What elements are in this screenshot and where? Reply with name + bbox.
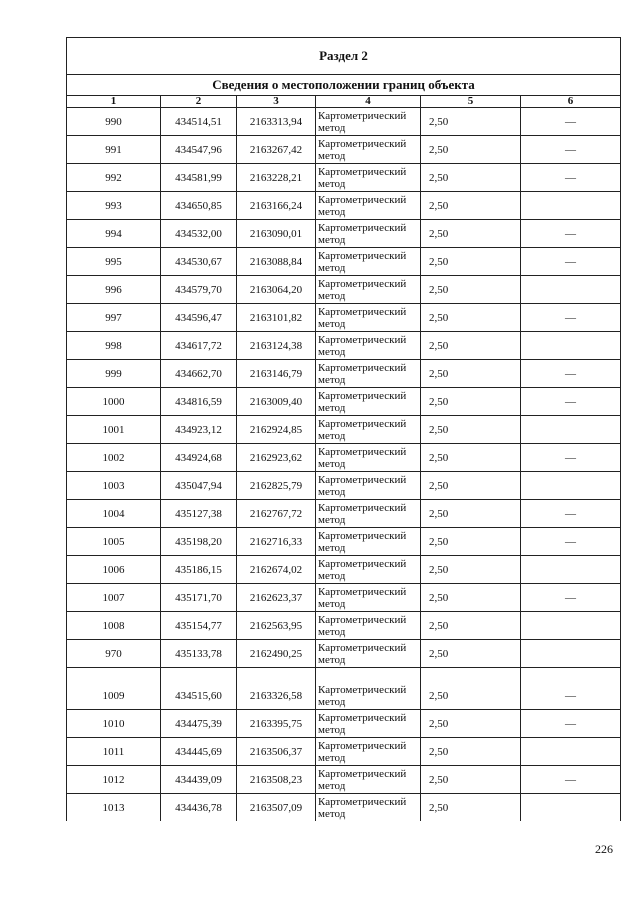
coordinate-x: 434547,96 [161,136,237,164]
precision-value: 2,50 [421,528,521,556]
note-cell [521,612,621,640]
point-number: 1003 [67,472,161,500]
table-row [67,444,621,472]
table-row [67,332,621,360]
point-number: 994 [67,220,161,248]
empty-cell [421,668,521,683]
column-number: 4 [316,96,421,108]
method-line-1: Картометрический [318,767,407,780]
precision-value: 2,50 [421,500,521,528]
method-line-2: метод [318,289,346,302]
point-number: 992 [67,164,161,192]
column-number: 5 [421,96,521,108]
coordinate-y: 2162825,79 [237,472,316,500]
coordinate-y: 2163124,38 [237,332,316,360]
coordinate-x: 434662,70 [161,360,237,388]
section-title: Раздел 2 [67,38,621,75]
method-line-1: Картометрический [318,585,407,598]
method-cell [316,192,421,220]
method-cell [316,332,421,360]
note-cell [521,332,621,360]
method-line-2: метод [318,345,346,358]
empty-cell [237,668,316,683]
method-cell [316,444,421,472]
table-row [67,304,621,332]
coordinate-y: 2163009,40 [237,388,316,416]
method-line-1: Картометрический [318,501,407,514]
column-number: 6 [521,96,621,108]
table-row [67,472,621,500]
method-line-1: Картометрический [318,221,407,234]
method-line-2: метод [318,149,346,162]
precision-value: 2,50 [421,766,521,794]
coordinate-y: 2162563,95 [237,612,316,640]
precision-value: 2,50 [421,612,521,640]
note-cell: — [521,682,621,710]
method-line-2: метод [318,457,346,470]
column-number: 3 [237,96,316,108]
point-number: 1007 [67,584,161,612]
section-title-row [67,38,621,75]
coordinate-x: 435171,70 [161,584,237,612]
method-cell [316,556,421,584]
point-number: 1008 [67,612,161,640]
method-line-2: метод [318,513,346,526]
empty-cell [316,668,421,683]
method-cell [316,416,421,444]
coordinate-x: 435186,15 [161,556,237,584]
coordinate-y: 2162490,25 [237,640,316,668]
coordinate-y: 2163507,09 [237,794,316,822]
coordinate-y: 2162767,72 [237,500,316,528]
coordinate-x: 434530,67 [161,248,237,276]
method-line-2: метод [318,121,346,134]
coordinate-y: 2163088,84 [237,248,316,276]
method-line-2: метод [318,205,346,218]
point-number: 1000 [67,388,161,416]
method-cell [316,108,421,136]
method-line-2: метод [318,541,346,554]
coordinate-y: 2163395,75 [237,710,316,738]
point-number: 997 [67,304,161,332]
page-number: 226 [595,842,613,856]
note-cell: — [521,304,621,332]
table-row [67,248,621,276]
method-line-2: метод [318,723,346,736]
method-line-2: метод [318,401,346,414]
method-line-1: Картометрический [318,165,407,178]
method-line-2: метод [318,177,346,190]
method-cell [316,136,421,164]
method-line-2: метод [318,625,346,638]
document-sheet [66,37,620,821]
coordinate-x: 434515,60 [161,682,237,710]
method-line-1: Картометрический [318,137,407,150]
note-cell: — [521,248,621,276]
note-cell [521,472,621,500]
precision-value: 2,50 [421,136,521,164]
empty-cell [161,668,237,683]
method-line-1: Картометрический [318,305,407,318]
coordinate-y: 2163506,37 [237,738,316,766]
method-line-1: Картометрический [318,445,407,458]
table-row [67,584,621,612]
coordinate-x: 435127,38 [161,500,237,528]
note-cell: — [521,108,621,136]
method-cell [316,164,421,192]
point-number: 970 [67,640,161,668]
method-line-2: метод [318,569,346,582]
method-cell [316,612,421,640]
precision-value: 2,50 [421,584,521,612]
precision-value: 2,50 [421,332,521,360]
method-cell [316,360,421,388]
point-number: 993 [67,192,161,220]
table-row [67,136,621,164]
point-number: 1002 [67,444,161,472]
coordinate-y: 2163101,82 [237,304,316,332]
precision-value: 2,50 [421,472,521,500]
precision-value: 2,50 [421,304,521,332]
precision-value: 2,50 [421,248,521,276]
method-cell [316,500,421,528]
table-row [67,738,621,766]
note-cell: — [521,136,621,164]
method-cell [316,220,421,248]
coordinate-x: 435198,20 [161,528,237,556]
subtitle-row [67,75,621,96]
coordinate-y: 2163313,94 [237,108,316,136]
note-cell: — [521,500,621,528]
coordinate-x: 434596,47 [161,304,237,332]
method-line-1: Картометрический [318,333,407,346]
precision-value: 2,50 [421,108,521,136]
table-row [67,640,621,668]
method-line-1: Картометрический [318,711,407,724]
note-cell: — [521,710,621,738]
note-cell [521,276,621,304]
table-row [67,192,621,220]
table-row [67,682,621,710]
note-cell: — [521,360,621,388]
note-cell [521,416,621,444]
note-cell: — [521,220,621,248]
coordinate-y: 2163228,21 [237,164,316,192]
point-number: 991 [67,136,161,164]
point-number: 1013 [67,794,161,822]
method-cell [316,794,421,822]
coordinate-x: 434436,78 [161,794,237,822]
coordinate-x: 434579,70 [161,276,237,304]
method-line-2: метод [318,261,346,274]
method-cell [316,248,421,276]
coordinate-x: 435133,78 [161,640,237,668]
point-number: 996 [67,276,161,304]
table-row [67,710,621,738]
precision-value: 2,50 [421,444,521,472]
precision-value: 2,50 [421,192,521,220]
method-cell [316,738,421,766]
method-line-1: Картометрический [318,389,407,402]
precision-value: 2,50 [421,416,521,444]
point-number: 1001 [67,416,161,444]
coordinate-x: 435154,77 [161,612,237,640]
method-line-1: Картометрический [318,193,407,206]
coordinate-x: 434581,99 [161,164,237,192]
note-cell: — [521,584,621,612]
precision-value: 2,50 [421,220,521,248]
note-cell: — [521,528,621,556]
method-line-1: Картометрический [318,417,407,430]
empty-cell [521,668,621,683]
coordinate-x: 435047,94 [161,472,237,500]
column-numbers-row [67,96,621,108]
coordinate-x: 434924,68 [161,444,237,472]
method-line-2: метод [318,373,346,386]
table-row [67,416,621,444]
precision-value: 2,50 [421,738,521,766]
coordinate-y: 2163326,58 [237,682,316,710]
table-row [67,528,621,556]
coordinate-x: 434816,59 [161,388,237,416]
table-row [67,612,621,640]
table-row [67,164,621,192]
method-cell [316,710,421,738]
coordinate-y: 2163064,20 [237,276,316,304]
method-line-1: Картометрический [318,249,407,262]
point-number: 1006 [67,556,161,584]
coordinate-x: 434514,51 [161,108,237,136]
precision-value: 2,50 [421,710,521,738]
precision-value: 2,50 [421,164,521,192]
point-number: 1012 [67,766,161,794]
coordinate-x: 434617,72 [161,332,237,360]
note-cell [521,556,621,584]
method-line-1: Картометрический [318,109,407,122]
point-number: 1005 [67,528,161,556]
table-row [67,794,621,822]
table-row [67,388,621,416]
note-cell: — [521,766,621,794]
coordinate-x: 434439,09 [161,766,237,794]
coordinate-y: 2163508,23 [237,766,316,794]
precision-value: 2,50 [421,682,521,710]
table-subtitle: Сведения о местоположении границ объекта [67,75,621,96]
precision-value: 2,50 [421,640,521,668]
note-cell: — [521,164,621,192]
table-row [67,108,621,136]
coordinate-x: 434475,39 [161,710,237,738]
method-line-1: Картометрический [318,683,407,696]
point-number: 1004 [67,500,161,528]
method-line-2: метод [318,695,346,708]
method-line-1: Картометрический [318,557,407,570]
method-cell [316,388,421,416]
coordinate-y: 2162674,02 [237,556,316,584]
precision-value: 2,50 [421,276,521,304]
coordinate-x: 434923,12 [161,416,237,444]
method-line-2: метод [318,779,346,792]
note-cell: — [521,388,621,416]
table-row [67,766,621,794]
method-line-1: Картометрический [318,641,407,654]
method-line-1: Картометрический [318,795,407,808]
method-line-1: Картометрический [318,613,407,626]
point-number: 1010 [67,710,161,738]
coordinate-x: 434532,00 [161,220,237,248]
precision-value: 2,50 [421,794,521,822]
note-cell [521,794,621,822]
precision-value: 2,50 [421,388,521,416]
method-line-2: метод [318,233,346,246]
method-line-1: Картометрический [318,473,407,486]
method-line-2: метод [318,597,346,610]
point-number: 999 [67,360,161,388]
point-number: 990 [67,108,161,136]
method-line-2: метод [318,429,346,442]
method-cell [316,682,421,710]
method-line-1: Картометрический [318,739,407,752]
method-cell [316,528,421,556]
note-cell: — [521,444,621,472]
method-line-2: метод [318,653,346,666]
method-cell [316,766,421,794]
method-cell [316,304,421,332]
method-line-2: метод [318,751,346,764]
empty-cell [67,668,161,683]
note-cell [521,738,621,766]
coordinates-table [66,37,621,821]
coordinate-y: 2163166,24 [237,192,316,220]
method-cell [316,276,421,304]
coordinate-y: 2162923,62 [237,444,316,472]
coordinate-y: 2162716,33 [237,528,316,556]
coordinate-y: 2163146,79 [237,360,316,388]
precision-value: 2,50 [421,360,521,388]
method-line-2: метод [318,317,346,330]
point-number: 1011 [67,738,161,766]
point-number: 995 [67,248,161,276]
table-row [67,276,621,304]
column-number: 1 [67,96,161,108]
table-row [67,220,621,248]
table-row [67,556,621,584]
table-row [67,360,621,388]
coordinate-x: 434445,69 [161,738,237,766]
coordinate-y: 2162623,37 [237,584,316,612]
precision-value: 2,50 [421,556,521,584]
method-line-1: Картометрический [318,529,407,542]
note-cell [521,192,621,220]
point-number: 998 [67,332,161,360]
table-row [67,500,621,528]
coordinate-y: 2162924,85 [237,416,316,444]
method-cell [316,640,421,668]
point-number: 1009 [67,682,161,710]
method-cell [316,584,421,612]
method-cell [316,472,421,500]
coordinate-x: 434650,85 [161,192,237,220]
method-line-2: метод [318,807,346,820]
method-line-1: Картометрический [318,361,407,374]
table-gap-row [67,668,621,683]
coordinate-y: 2163090,01 [237,220,316,248]
method-line-2: метод [318,485,346,498]
note-cell [521,640,621,668]
coordinate-y: 2163267,42 [237,136,316,164]
method-line-1: Картометрический [318,277,407,290]
column-number: 2 [161,96,237,108]
